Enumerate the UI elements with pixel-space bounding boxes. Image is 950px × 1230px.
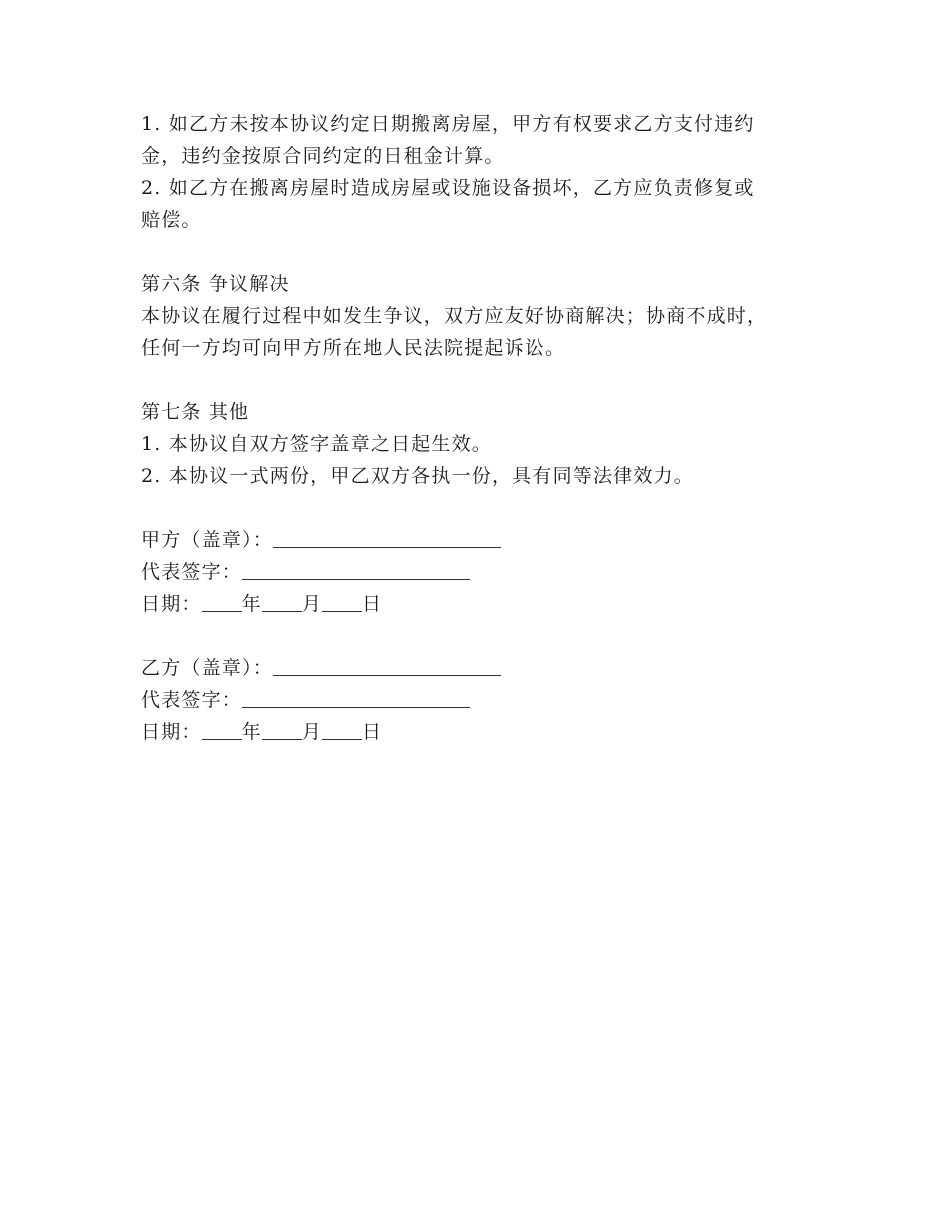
section-6-heading: 第六条 争议解决 [141,273,290,295]
party-b-sign-label: 代表签字： [141,689,243,711]
section-6-body-line-2: 任何一方均可向甲方所在地人民法院提起诉讼。 [141,337,566,359]
party-a-seal-label: 甲方（盖章）： [141,529,273,551]
clause-5-2-line-2: 赔偿。 [141,209,202,231]
party-a-signature-block [141,524,841,620]
party-a-sign-row [141,556,841,588]
party-a-month-label: 月 [301,593,323,615]
section-6 [141,268,841,364]
party-a-year-blank[interactable] [202,589,242,612]
party-a-date-row [141,588,841,620]
party-a-day-label: 日 [362,593,383,615]
party-b-seal-blank[interactable] [273,653,501,676]
section-5-clauses [141,108,841,236]
party-b-month-label: 月 [301,721,323,743]
clause-5-2-line-1: 2. 如乙方在搬离房屋时造成房屋或设施设备损坏，乙方应负责修复或 [141,177,755,199]
section-7-item-2: 2. 本协议一式两份，甲乙双方各执一份，具有同等法律效力。 [141,465,694,487]
party-a-seal-blank[interactable] [273,525,501,548]
party-b-seal-label: 乙方（盖章）： [141,657,273,679]
party-b-day-blank[interactable] [322,717,362,740]
party-a-year-label: 年 [241,593,262,615]
party-b-signature-block [141,652,841,748]
party-b-date-label: 日期： [141,721,202,743]
section-7-heading: 第七条 其他 [141,401,250,423]
party-a-sign-blank[interactable] [242,557,470,580]
clause-5-1-line-2: 金，违约金按原合同约定的日租金计算。 [141,145,505,167]
section-7 [141,396,841,492]
party-a-sign-label: 代表签字： [141,561,243,583]
party-b-seal-row [141,652,841,684]
party-b-year-label: 年 [241,721,262,743]
party-a-date-label: 日期： [141,593,202,615]
party-a-day-blank[interactable] [322,589,362,612]
party-a-seal-row [141,524,841,556]
clause-5-1-line-1: 1. 如乙方未按本协议约定日期搬离房屋，甲方有权要求乙方支付违约 [141,113,755,135]
party-b-date-row [141,716,841,748]
party-b-day-label: 日 [362,721,383,743]
party-b-month-blank[interactable] [262,717,302,740]
section-7-item-1: 1. 本协议自双方签字盖章之日起生效。 [141,433,492,455]
document-page [141,108,841,748]
party-a-month-blank[interactable] [262,589,302,612]
party-b-year-blank[interactable] [202,717,242,740]
party-b-sign-blank[interactable] [242,685,470,708]
party-b-sign-row [141,684,841,716]
section-6-body-line-1: 本协议在履行过程中如发生争议，双方应友好协商解决；协商不成时， [141,305,768,327]
